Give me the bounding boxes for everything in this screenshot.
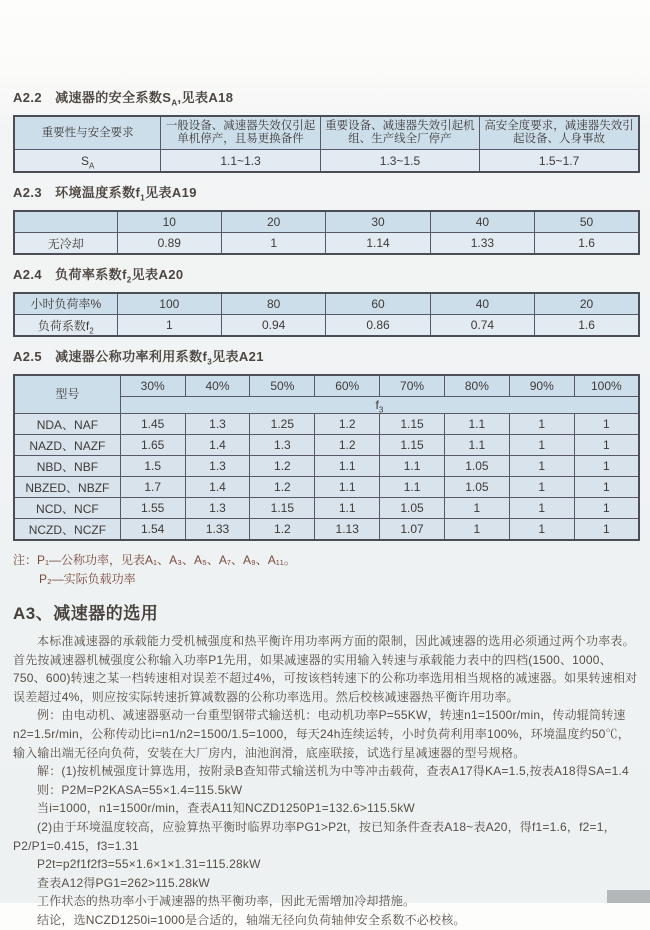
value-cell: 1.15 — [380, 414, 445, 435]
header-cell: 100% — [574, 375, 639, 397]
header-cell: 40% — [185, 375, 250, 397]
value-cell: 1.33 — [185, 519, 250, 541]
value-cell: 1.2 — [250, 519, 315, 541]
label-text: S — [81, 153, 90, 168]
section-number: A2.4 — [13, 267, 43, 282]
value-cell: 1.1 — [380, 456, 445, 477]
table-header-row — [14, 211, 639, 233]
header-cell: 70% — [380, 375, 445, 397]
value-cell: 1.15 — [250, 498, 315, 519]
section-title — [55, 90, 234, 108]
body-text — [13, 632, 640, 930]
header-cell: 40 — [430, 293, 534, 315]
title-subscript: A — [171, 98, 178, 108]
value-cell: 0.94 — [222, 315, 326, 337]
value-cell: 1.1 — [315, 477, 380, 498]
value-cell: 1.5 — [120, 456, 185, 477]
value-cell: 1.4 — [185, 477, 250, 498]
paragraph: 工作状态的热功率小于减速器的热平衡功率，因此无需增加冷却措施。 — [37, 894, 416, 909]
footnote-line-2: P₂—实际负载功率 — [39, 572, 136, 586]
value-cell: 0.74 — [430, 315, 534, 337]
value-cell: 1.1 — [444, 435, 509, 456]
row-label-cell: 无冷却 — [14, 233, 117, 255]
table-header-row — [14, 293, 639, 315]
value-cell: 1.1 — [315, 498, 380, 519]
section-title — [55, 267, 184, 285]
header-cell: 一般设备、减速器失效仅引起单机停产，且易更换备件 — [161, 116, 320, 150]
title-text: 负荷率系数f — [55, 267, 127, 282]
label-text: 负荷系数f — [37, 318, 90, 333]
value-cell: 1 — [574, 414, 639, 435]
header-cell: 90% — [509, 375, 574, 397]
section-title — [55, 349, 264, 367]
model-cell: NBD、NBF — [14, 456, 120, 477]
table-header-row — [14, 375, 639, 397]
label-subscript: 3 — [378, 404, 384, 414]
header-cell: 60 — [326, 293, 430, 315]
header-cell: 60% — [315, 375, 380, 397]
title-text: 减速器的安全系数S — [55, 90, 172, 105]
header-cell: 小时负荷率% — [14, 293, 117, 315]
value-cell: 0.89 — [117, 233, 221, 255]
header-cell: 50% — [250, 375, 315, 397]
value-cell: 1 — [574, 435, 639, 456]
table-row — [14, 315, 639, 337]
value-cell: 1.6 — [535, 233, 639, 255]
table-row — [14, 477, 639, 498]
value-cell: 1.07 — [380, 519, 445, 541]
value-cell: 1.1 — [444, 414, 509, 435]
header-cell: 80% — [444, 375, 509, 397]
model-column-header: 型号 — [14, 375, 120, 414]
value-cell: 1 — [574, 456, 639, 477]
title-subscript: 3 — [207, 357, 213, 367]
value-cell: 1.2 — [250, 477, 315, 498]
section-number: A2.5 — [13, 349, 43, 364]
value-cell: 1.2 — [315, 435, 380, 456]
value-cell: 1.1~1.3 — [161, 150, 320, 173]
value-cell: 1 — [444, 519, 509, 541]
value-cell: 1.05 — [444, 456, 509, 477]
value-cell: 1.3 — [185, 498, 250, 519]
value-cell: 1.54 — [120, 519, 185, 541]
value-cell: 1.05 — [444, 477, 509, 498]
header-cell-empty — [14, 211, 117, 233]
header-cell: 重要设备、减速器失效引起机组、生产线全厂停产 — [320, 116, 479, 150]
section-heading-a25 — [13, 349, 640, 365]
value-cell: 1.1 — [380, 477, 445, 498]
value-cell: 1.33 — [430, 233, 534, 255]
model-cell: NDA、NAF — [14, 414, 120, 435]
section-heading-a24 — [13, 267, 640, 283]
paragraph: P2t=p2f1f2f3=55×1.6×1×1.31=115.28kW — [37, 857, 261, 872]
paragraph: 结论，选NCZD1250i=1000是合适的，轴端无径向负荷轴伸安全系数不必校核。 — [37, 912, 466, 927]
value-cell: 1.3~1.5 — [320, 150, 479, 173]
header-cell: 80 — [222, 293, 326, 315]
table-footnote — [13, 551, 640, 589]
paragraph: 例：由电动机、减速器驱动一台重型钢带式输送机：电动机功率P=55KW，转速n1=1500r/min，传动辊筒转速n2=1.5r/min，公称传动比i=n1/n2=1500/1.5=1000，每天24h连续运转，小时负荷利用率100%，环境温度约50℃，输入输出端无径向负荷，安装在大厂房内，油池润滑，底座联接，试选行星减速器的型号规格。 — [13, 708, 630, 760]
table-row — [14, 498, 639, 519]
table-a21-power-utilization-factor — [13, 374, 640, 541]
title-tail: ,见表A18 — [177, 90, 234, 105]
f3-span-label — [120, 397, 639, 414]
value-cell: 1.05 — [380, 498, 445, 519]
table-a20-load-factor — [13, 292, 640, 337]
table-a19-temperature-factor — [13, 210, 640, 255]
header-cell: 40 — [430, 211, 534, 233]
value-cell: 1.14 — [326, 233, 430, 255]
table-row — [14, 414, 639, 435]
table-row — [14, 150, 639, 173]
row-label-cell — [14, 315, 117, 337]
value-cell: 1.15 — [380, 435, 445, 456]
paragraph: 解：(1)按机械强度计算选用，按附录B查知带式输送机为中等冲击载荷，查表A17得KA=1.5,按表A18得SA=1.4 — [37, 764, 629, 779]
header-cell: 20 — [535, 293, 639, 315]
value-cell: 1.3 — [250, 435, 315, 456]
title-tail: 见表A19 — [145, 185, 197, 200]
paragraph: 本标准减速器的承载能力受机械强度和热平衡许用功率两方面的限制，因此减速器的选用必须通过两个功率表。首先按减速器机械强度公称输入功率P1先用，如果减速器的实用输入转速与承载能力表中的四档(1500、1000、750、600)转速之某一档转速相对误差不超过4%，可按该档转速下的公称功率选用相当规格的减速器。如果转速相对误差超过4%，则应按实际转速折算减数器的公称功率选用。然后校核减速器热平衡许用功率。 — [13, 634, 638, 704]
section-heading-a22 — [13, 90, 640, 106]
title-tail: 见表A20 — [131, 267, 184, 282]
table-row — [14, 519, 639, 541]
title-text: 环境温度系数f — [55, 185, 141, 200]
paragraph: (2)由于环境温度较高，应验算热平衡时临界功率PG1>P2t，按已知条件查表A18~表A20，得f1=1.6，f2=1，P2/P1=0.415，f3=1.31 — [13, 819, 616, 853]
title-tail: 见表A21 — [212, 349, 264, 364]
section-number: A2.2 — [13, 90, 43, 105]
value-cell: 1 — [509, 414, 574, 435]
model-cell: NCD、NCF — [14, 498, 120, 519]
row-label-cell — [14, 150, 161, 173]
value-cell: 1 — [509, 435, 574, 456]
model-cell: NBZED、NBZF — [14, 477, 120, 498]
table-a18-safety-factor — [13, 115, 640, 173]
value-cell: 1.6 — [535, 315, 639, 337]
table-row — [14, 456, 639, 477]
table-row — [14, 435, 639, 456]
value-cell: 1 — [509, 519, 574, 541]
header-cell: 10 — [117, 211, 221, 233]
value-cell: 1 — [509, 456, 574, 477]
paragraph: 当i=1000，n1=1500r/min，查表A11知NCZD1250P1=132.6>115.5kW — [37, 801, 415, 816]
table-row — [14, 233, 639, 255]
value-cell: 1.1 — [315, 456, 380, 477]
value-cell: 1.2 — [250, 456, 315, 477]
model-cell: NAZD、NAZF — [14, 435, 120, 456]
value-cell: 1 — [574, 477, 639, 498]
title-subscript: 1 — [140, 193, 146, 203]
title-text: 减速器公称功率利用系数f — [55, 349, 208, 364]
value-cell: 1 — [509, 498, 574, 519]
paragraph: 查表A12得PG1=262>115.28kW — [37, 875, 210, 890]
value-cell: 1.13 — [315, 519, 380, 541]
value-cell: 1.3 — [185, 456, 250, 477]
footnote-line-1: 注：P₁—公称功率，见表A₁、A₃、A₅、A₇、A₉、A₁₁。 — [13, 553, 296, 567]
header-cell: 50 — [535, 211, 639, 233]
value-cell: 1.45 — [120, 414, 185, 435]
scan-edge-artifact — [607, 890, 650, 903]
header-cell: 30 — [326, 211, 430, 233]
value-cell: 1 — [574, 498, 639, 519]
label-text: f — [375, 397, 379, 412]
value-cell: 1.7 — [120, 477, 185, 498]
value-cell: 0.86 — [326, 315, 430, 337]
paragraph: 则：P2M=P2KASA=55×1.4=115.5kW — [37, 782, 243, 797]
value-cell: 1 — [574, 519, 639, 541]
section-title — [55, 185, 197, 203]
model-cell: NCZD、NCZF — [14, 519, 120, 541]
label-subscript: A — [89, 160, 95, 170]
value-cell: 1.55 — [120, 498, 185, 519]
value-cell: 1.5~1.7 — [480, 150, 639, 173]
value-cell: 1.3 — [185, 414, 250, 435]
title-subscript: 2 — [126, 275, 132, 285]
header-cell: 30% — [120, 375, 185, 397]
value-cell: 1.25 — [250, 414, 315, 435]
header-cell: 高安全度要求，减速器失效引起设备、人身事故 — [480, 116, 639, 150]
table-header-row — [14, 116, 639, 150]
section-number: A2.3 — [13, 185, 43, 200]
value-cell: 1 — [222, 233, 326, 255]
section-heading-a3: A3、减速器的选用 — [13, 604, 159, 623]
value-cell: 1 — [117, 315, 221, 337]
value-cell: 1 — [509, 477, 574, 498]
value-cell: 1.2 — [315, 414, 380, 435]
value-cell: 1.4 — [185, 435, 250, 456]
header-cell: 重要性与安全要求 — [14, 116, 161, 150]
section-heading-a23 — [13, 185, 640, 201]
value-cell: 1 — [444, 498, 509, 519]
label-subscript: 2 — [89, 325, 94, 335]
header-cell: 20 — [222, 211, 326, 233]
header-cell: 100 — [117, 293, 221, 315]
value-cell: 1.65 — [120, 435, 185, 456]
